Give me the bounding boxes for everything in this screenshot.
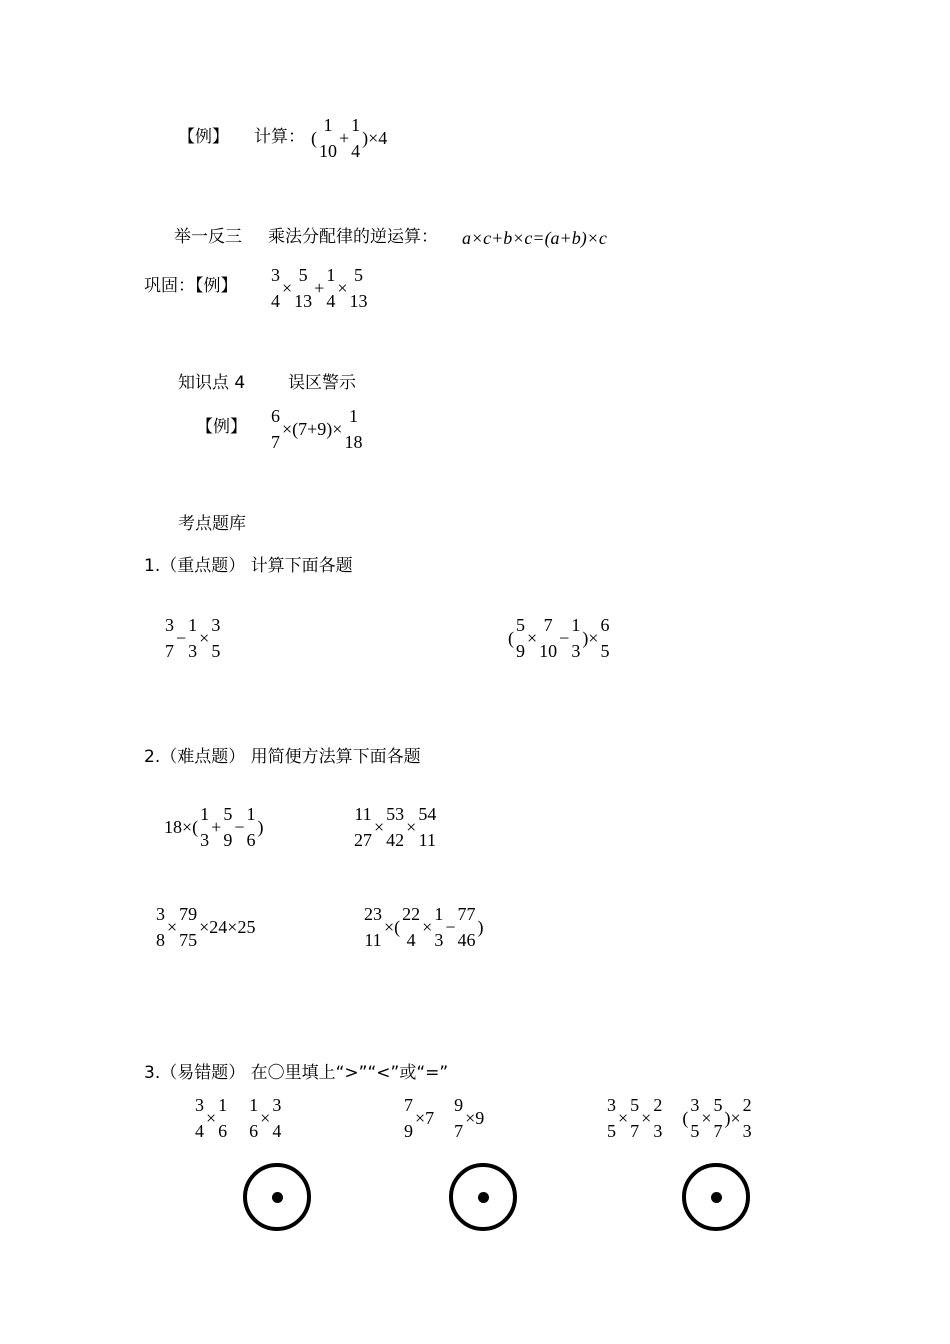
- fraction: [249, 1092, 258, 1144]
- juyi-title: 举一反三: [174, 227, 242, 247]
- operator: ×: [618, 1108, 629, 1128]
- numerator: 22: [402, 904, 421, 924]
- numerator: 53: [386, 804, 405, 824]
- numerator: 5: [223, 804, 233, 824]
- q2-expression-a: [163, 801, 264, 853]
- operator: −: [176, 628, 187, 648]
- operator: ×: [641, 1108, 652, 1128]
- denominator: 4: [271, 291, 280, 311]
- denominator: 5: [690, 1121, 700, 1141]
- operator: (: [664, 1108, 689, 1128]
- operator: )×4: [362, 128, 388, 148]
- denominator: 5: [607, 1121, 616, 1141]
- denominator: 8: [156, 930, 165, 950]
- denominator: 4: [272, 1121, 282, 1141]
- denominator: 27: [354, 830, 372, 850]
- numerator: 6: [271, 406, 280, 426]
- q2-expression-b: [353, 801, 437, 853]
- example-prefix: 计算：: [254, 127, 305, 147]
- fraction: [364, 901, 382, 953]
- operator: ×(7+9)×: [282, 419, 343, 439]
- denominator: 6: [218, 1121, 228, 1141]
- operator: ×: [167, 917, 178, 937]
- operator: ×(: [384, 917, 401, 937]
- operator: (: [508, 628, 514, 648]
- fraction: [539, 612, 557, 664]
- fraction: [454, 1092, 463, 1144]
- numerator: 3: [156, 904, 165, 924]
- numerator: 1: [434, 904, 444, 924]
- q2-expression-d: [363, 901, 484, 953]
- numerator: 2: [653, 1095, 663, 1115]
- numerator: 79: [179, 904, 198, 924]
- operator: +: [339, 128, 350, 148]
- numerator: 23: [364, 904, 382, 924]
- numerator: 1: [188, 615, 198, 635]
- gonggu-expression: [270, 262, 368, 314]
- operator: ×: [337, 278, 348, 298]
- operator: ×: [199, 628, 210, 648]
- q3-expression-c: [606, 1092, 753, 1144]
- knowledge-expression: [270, 403, 363, 455]
- denominator: 9: [223, 830, 233, 850]
- numerator: 3: [195, 1095, 204, 1115]
- numerator: 1: [246, 804, 256, 824]
- numerator: 7: [543, 615, 553, 635]
- fraction: [349, 262, 367, 314]
- q2-heading: 2.（难点题） 用简便方法算下面各题: [144, 747, 421, 767]
- operator: ×: [374, 817, 385, 837]
- fraction: [690, 1092, 699, 1144]
- q3-heading: 3.（易错题） 在〇里填上“>”“<”或“=”: [144, 1063, 449, 1083]
- fraction: [354, 801, 372, 853]
- denominator: 5: [211, 641, 221, 661]
- operator: −: [559, 628, 570, 648]
- operator: ×: [701, 1108, 712, 1128]
- denominator: 6: [249, 1121, 259, 1141]
- q3-expression-a: [194, 1092, 282, 1144]
- fraction: [195, 1092, 204, 1144]
- compare-circle-b[interactable]: [449, 1163, 517, 1231]
- denominator: 42: [386, 830, 405, 850]
- numerator: 3: [165, 615, 174, 635]
- numerator: 1: [200, 804, 210, 824]
- bank-title: 考点题库: [178, 514, 246, 534]
- fraction: [607, 1092, 616, 1144]
- fraction: [271, 262, 280, 314]
- fraction: [457, 901, 475, 953]
- fraction: [179, 901, 197, 953]
- fraction: [351, 112, 360, 164]
- operator: −: [445, 917, 456, 937]
- denominator: 7: [165, 641, 174, 661]
- fraction: [743, 1092, 752, 1144]
- knowledge-example-label: 【例】: [196, 417, 247, 437]
- operator: ): [477, 917, 484, 937]
- numerator: 2: [742, 1095, 752, 1115]
- circle-center-dot: [478, 1192, 489, 1203]
- numerator: 3: [211, 615, 221, 635]
- fraction: [326, 262, 335, 314]
- operator: [228, 1109, 248, 1127]
- denominator: 4: [406, 930, 416, 950]
- fraction: [571, 612, 580, 664]
- denominator: 9: [516, 641, 525, 661]
- numerator: 1: [571, 615, 581, 635]
- q3-expression-b: [403, 1092, 485, 1144]
- denominator: 5: [600, 641, 610, 661]
- numerator: 5: [713, 1095, 723, 1115]
- fraction: [188, 612, 197, 664]
- numerator: 1: [348, 406, 358, 426]
- denominator: 3: [742, 1121, 752, 1141]
- numerator: 5: [298, 265, 308, 285]
- operator: ×: [206, 1108, 217, 1128]
- numerator: 3: [690, 1095, 700, 1115]
- operator: ×: [260, 1108, 271, 1128]
- numerator: 3: [607, 1095, 616, 1115]
- fraction: [223, 801, 232, 853]
- numerator: 7: [404, 1095, 413, 1115]
- numerator: 54: [418, 804, 437, 824]
- denominator: 18: [344, 432, 363, 452]
- numerator: 5: [516, 615, 525, 635]
- denominator: 3: [200, 830, 210, 850]
- denominator: 11: [364, 930, 382, 950]
- circle-center-dot: [711, 1192, 722, 1203]
- denominator: 4: [351, 141, 361, 161]
- denominator: 46: [457, 930, 476, 950]
- numerator: 5: [353, 265, 363, 285]
- fraction: [402, 901, 420, 953]
- denominator: 4: [326, 291, 336, 311]
- denominator: 13: [294, 291, 313, 311]
- denominator: 9: [404, 1121, 413, 1141]
- fraction: [386, 801, 404, 853]
- fraction: [600, 612, 609, 664]
- fraction: [653, 1092, 662, 1144]
- denominator: 7: [271, 432, 280, 452]
- fraction: [271, 403, 280, 455]
- q1-expression-a: [164, 612, 221, 664]
- example-label: 【例】: [178, 127, 229, 147]
- denominator: 4: [195, 1121, 204, 1141]
- denominator: 7: [713, 1121, 723, 1141]
- fraction: [630, 1092, 639, 1144]
- fraction: [246, 801, 255, 853]
- operator: ): [257, 817, 264, 837]
- q1-heading: 1.（重点题） 计算下面各题: [144, 556, 353, 576]
- numerator: 5: [630, 1095, 640, 1115]
- numerator: 1: [323, 115, 333, 135]
- numerator: 3: [271, 265, 280, 285]
- gonggu-label: 巩固：【例】: [144, 276, 238, 296]
- numerator: 1: [218, 1095, 228, 1115]
- fraction: [218, 1092, 227, 1144]
- numerator: 77: [457, 904, 476, 924]
- numerator: 1: [351, 115, 361, 135]
- numerator: 9: [454, 1095, 464, 1115]
- operator: 18×(: [164, 817, 199, 837]
- circle-center-dot: [272, 1192, 283, 1203]
- denominator: 10: [319, 141, 337, 161]
- denominator: 7: [454, 1121, 464, 1141]
- knowledge-title: 知识点 4: [178, 373, 246, 393]
- fraction: [294, 262, 312, 314]
- numerator: 11: [354, 804, 372, 824]
- fraction: [319, 112, 337, 164]
- compare-circle-a[interactable]: [243, 1163, 311, 1231]
- operator: ×: [422, 917, 433, 937]
- fraction: [404, 1092, 413, 1144]
- fraction: [211, 612, 220, 664]
- fraction: [713, 1092, 722, 1144]
- denominator: 75: [179, 930, 198, 950]
- fraction: [434, 901, 443, 953]
- operator: +: [314, 278, 325, 298]
- denominator: 7: [630, 1121, 640, 1141]
- fraction: [516, 612, 525, 664]
- denominator: 3: [434, 930, 444, 950]
- denominator: 3: [571, 641, 581, 661]
- knowledge-subtitle: 误区警示: [288, 373, 356, 393]
- operator: ×9: [465, 1108, 485, 1128]
- operator: ×: [406, 817, 417, 837]
- numerator: 3: [272, 1095, 282, 1115]
- compare-circle-c[interactable]: [682, 1163, 750, 1231]
- operator: ×24×25: [199, 917, 256, 937]
- fraction: [200, 801, 209, 853]
- fraction: [344, 403, 362, 455]
- operator: )×: [582, 628, 599, 648]
- denominator: 3: [653, 1121, 663, 1141]
- operator: −: [234, 817, 245, 837]
- denominator: 3: [188, 641, 198, 661]
- juyi-desc: 乘法分配律的逆运算：: [268, 227, 438, 247]
- denominator: 6: [246, 830, 256, 850]
- fraction: [418, 801, 436, 853]
- operator: ×7: [415, 1108, 453, 1128]
- fraction: [156, 901, 165, 953]
- numerator: 6: [600, 615, 610, 635]
- numerator: 1: [249, 1095, 259, 1115]
- fraction: [165, 612, 174, 664]
- denominator: 10: [539, 641, 558, 661]
- numerator: 1: [326, 265, 336, 285]
- denominator: 11: [418, 830, 436, 850]
- example-expression: [310, 112, 388, 164]
- operator: ×: [527, 628, 538, 648]
- denominator: 13: [349, 291, 368, 311]
- operator: )×: [724, 1108, 741, 1128]
- operator: +: [211, 817, 222, 837]
- q1-expression-b: [507, 612, 610, 664]
- operator: (: [311, 128, 317, 148]
- operator: ×: [282, 278, 293, 298]
- q2-expression-c: [155, 901, 256, 953]
- distributive-formula: a×c+b×c=(a+b)×c: [462, 228, 607, 248]
- fraction: [272, 1092, 281, 1144]
